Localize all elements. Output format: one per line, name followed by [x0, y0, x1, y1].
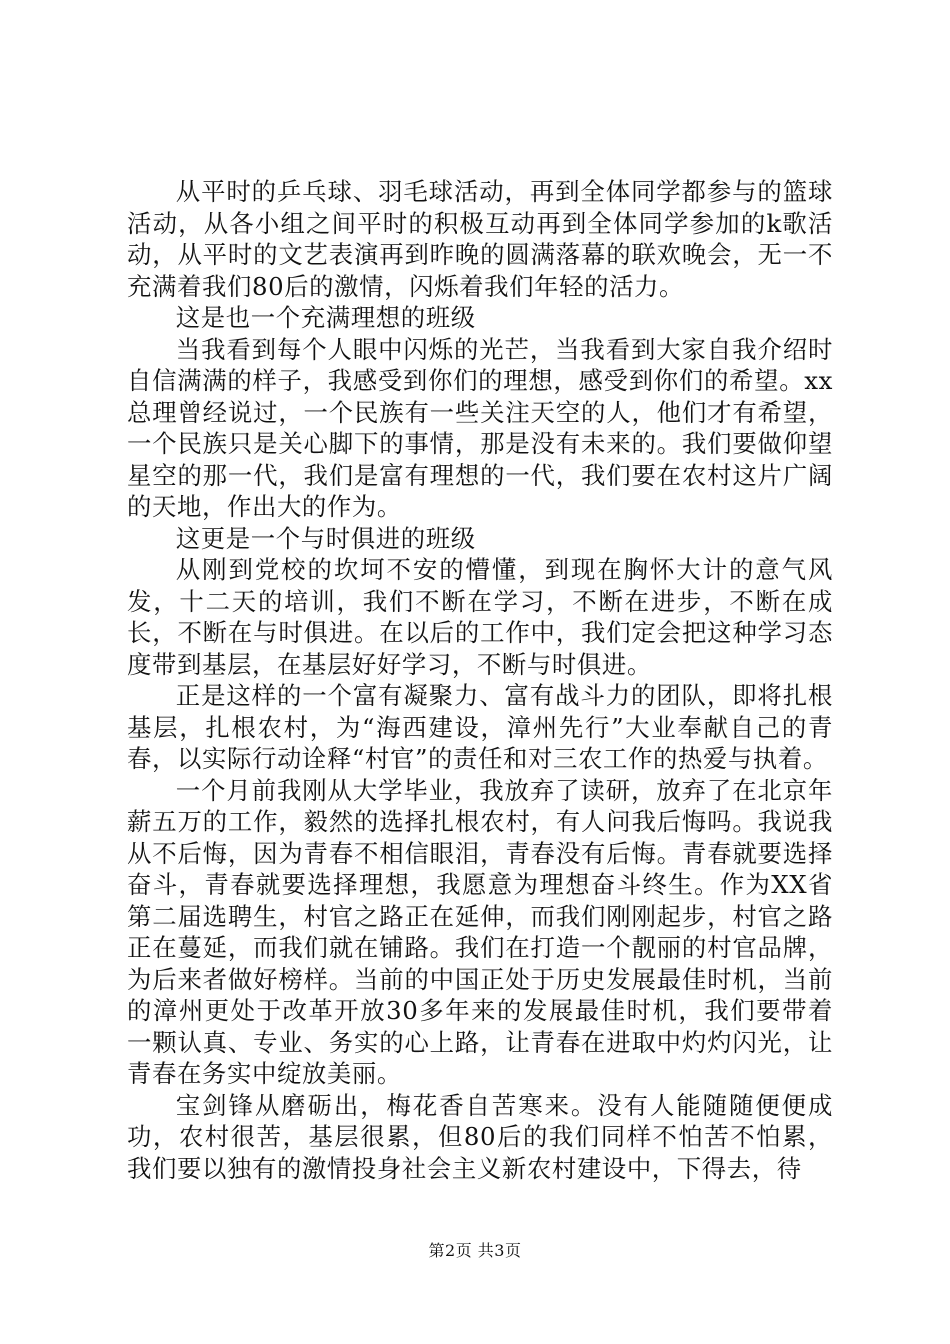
- body-text: [127, 176, 833, 1184]
- paragraph-team: 正是这样的一个富有凝聚力、富有战斗力的团队，即将扎根基层，扎根农村，为“海西建设，漳州先行”大业奉献自己的青春，以实际行动诠释“村官”的责任和对三农工作的热爱与执着。: [127, 681, 833, 773]
- paragraph-training: 从刚到党校的坎坷不安的懵懂，到现在胸怀大计的意气风发，十二天的培训，我们不断在学习，不断在进步，不断在成长，不断在与时俱进。在以后的工作中，我们定会把这种学习态度带到基层，在基层好好学习，不断与时俱进。: [127, 555, 833, 679]
- page-footer: 第2页 共3页: [428, 1241, 522, 1260]
- paragraph-progress-class-heading: 这更是一个与时俱进的班级: [175, 523, 476, 553]
- paragraph-hardship: 宝剑锋从磨砺出，梅花香自苦寒来。没有人能随随便便成功，农村很苦，基层很累，但80后的我们同样不怕苦不怕累，我们要以独有的激情投身社会主义新农村建设中，下得去，待: [127, 1090, 833, 1183]
- paragraph-activities: 从平时的乒乓球、羽毛球活动，再到全体同学都参与的篮球活动，从各小组之间平时的积极互动再到全体同学参加的k歌活动，从平时的文艺表演再到昨晚的圆满落幕的联欢晚会，无一不充满着我们80后的激情，闪烁着我们年轻的活力。: [127, 177, 833, 301]
- paragraph-ideal-class-heading: 这是也一个充满理想的班级: [175, 303, 476, 332]
- paragraph-ideals: 当我看到每个人眼中闪烁的光芒，当我看到大家自我介绍时自信满满的样子，我感受到你们的理想，感受到你们的希望。xx总理曾经说过，一个民族有一些关注天空的人，他们才有希望，一个民族只是关心脚下的事情，那是没有未来的。我们要做仰望星空的那一代，我们是富有理想的一代，我们要在农村这片广阔的天地，作出大的作为。: [127, 334, 833, 521]
- paragraph-personal-choice: 一个月前我刚从大学毕业，我放弃了读研，放弃了在北京年薪五万的工作，毅然的选择扎根农村，有人问我后悔吗。我说我从不后悔，因为青春不相信眼泪，青春没有后悔。青春就要选择奋斗，青春就要选择理想，我愿意为理想奋斗终生。作为XX省第二届选聘生，村官之路正在延伸，而我们刚刚起步，村官之路正在蔓延，而我们就在铺路。我们在打造一个靓丽的村官品牌，为后来者做好榜样。当前的中国正处于历史发展最佳时机，当前的漳州更处于改革开放30多年来的发展最佳时机，我们要带着一颗认真、专业、务实的心上路，让青春在进取中灼灼闪光，让青春在务实中绽放美丽。: [127, 775, 833, 1088]
